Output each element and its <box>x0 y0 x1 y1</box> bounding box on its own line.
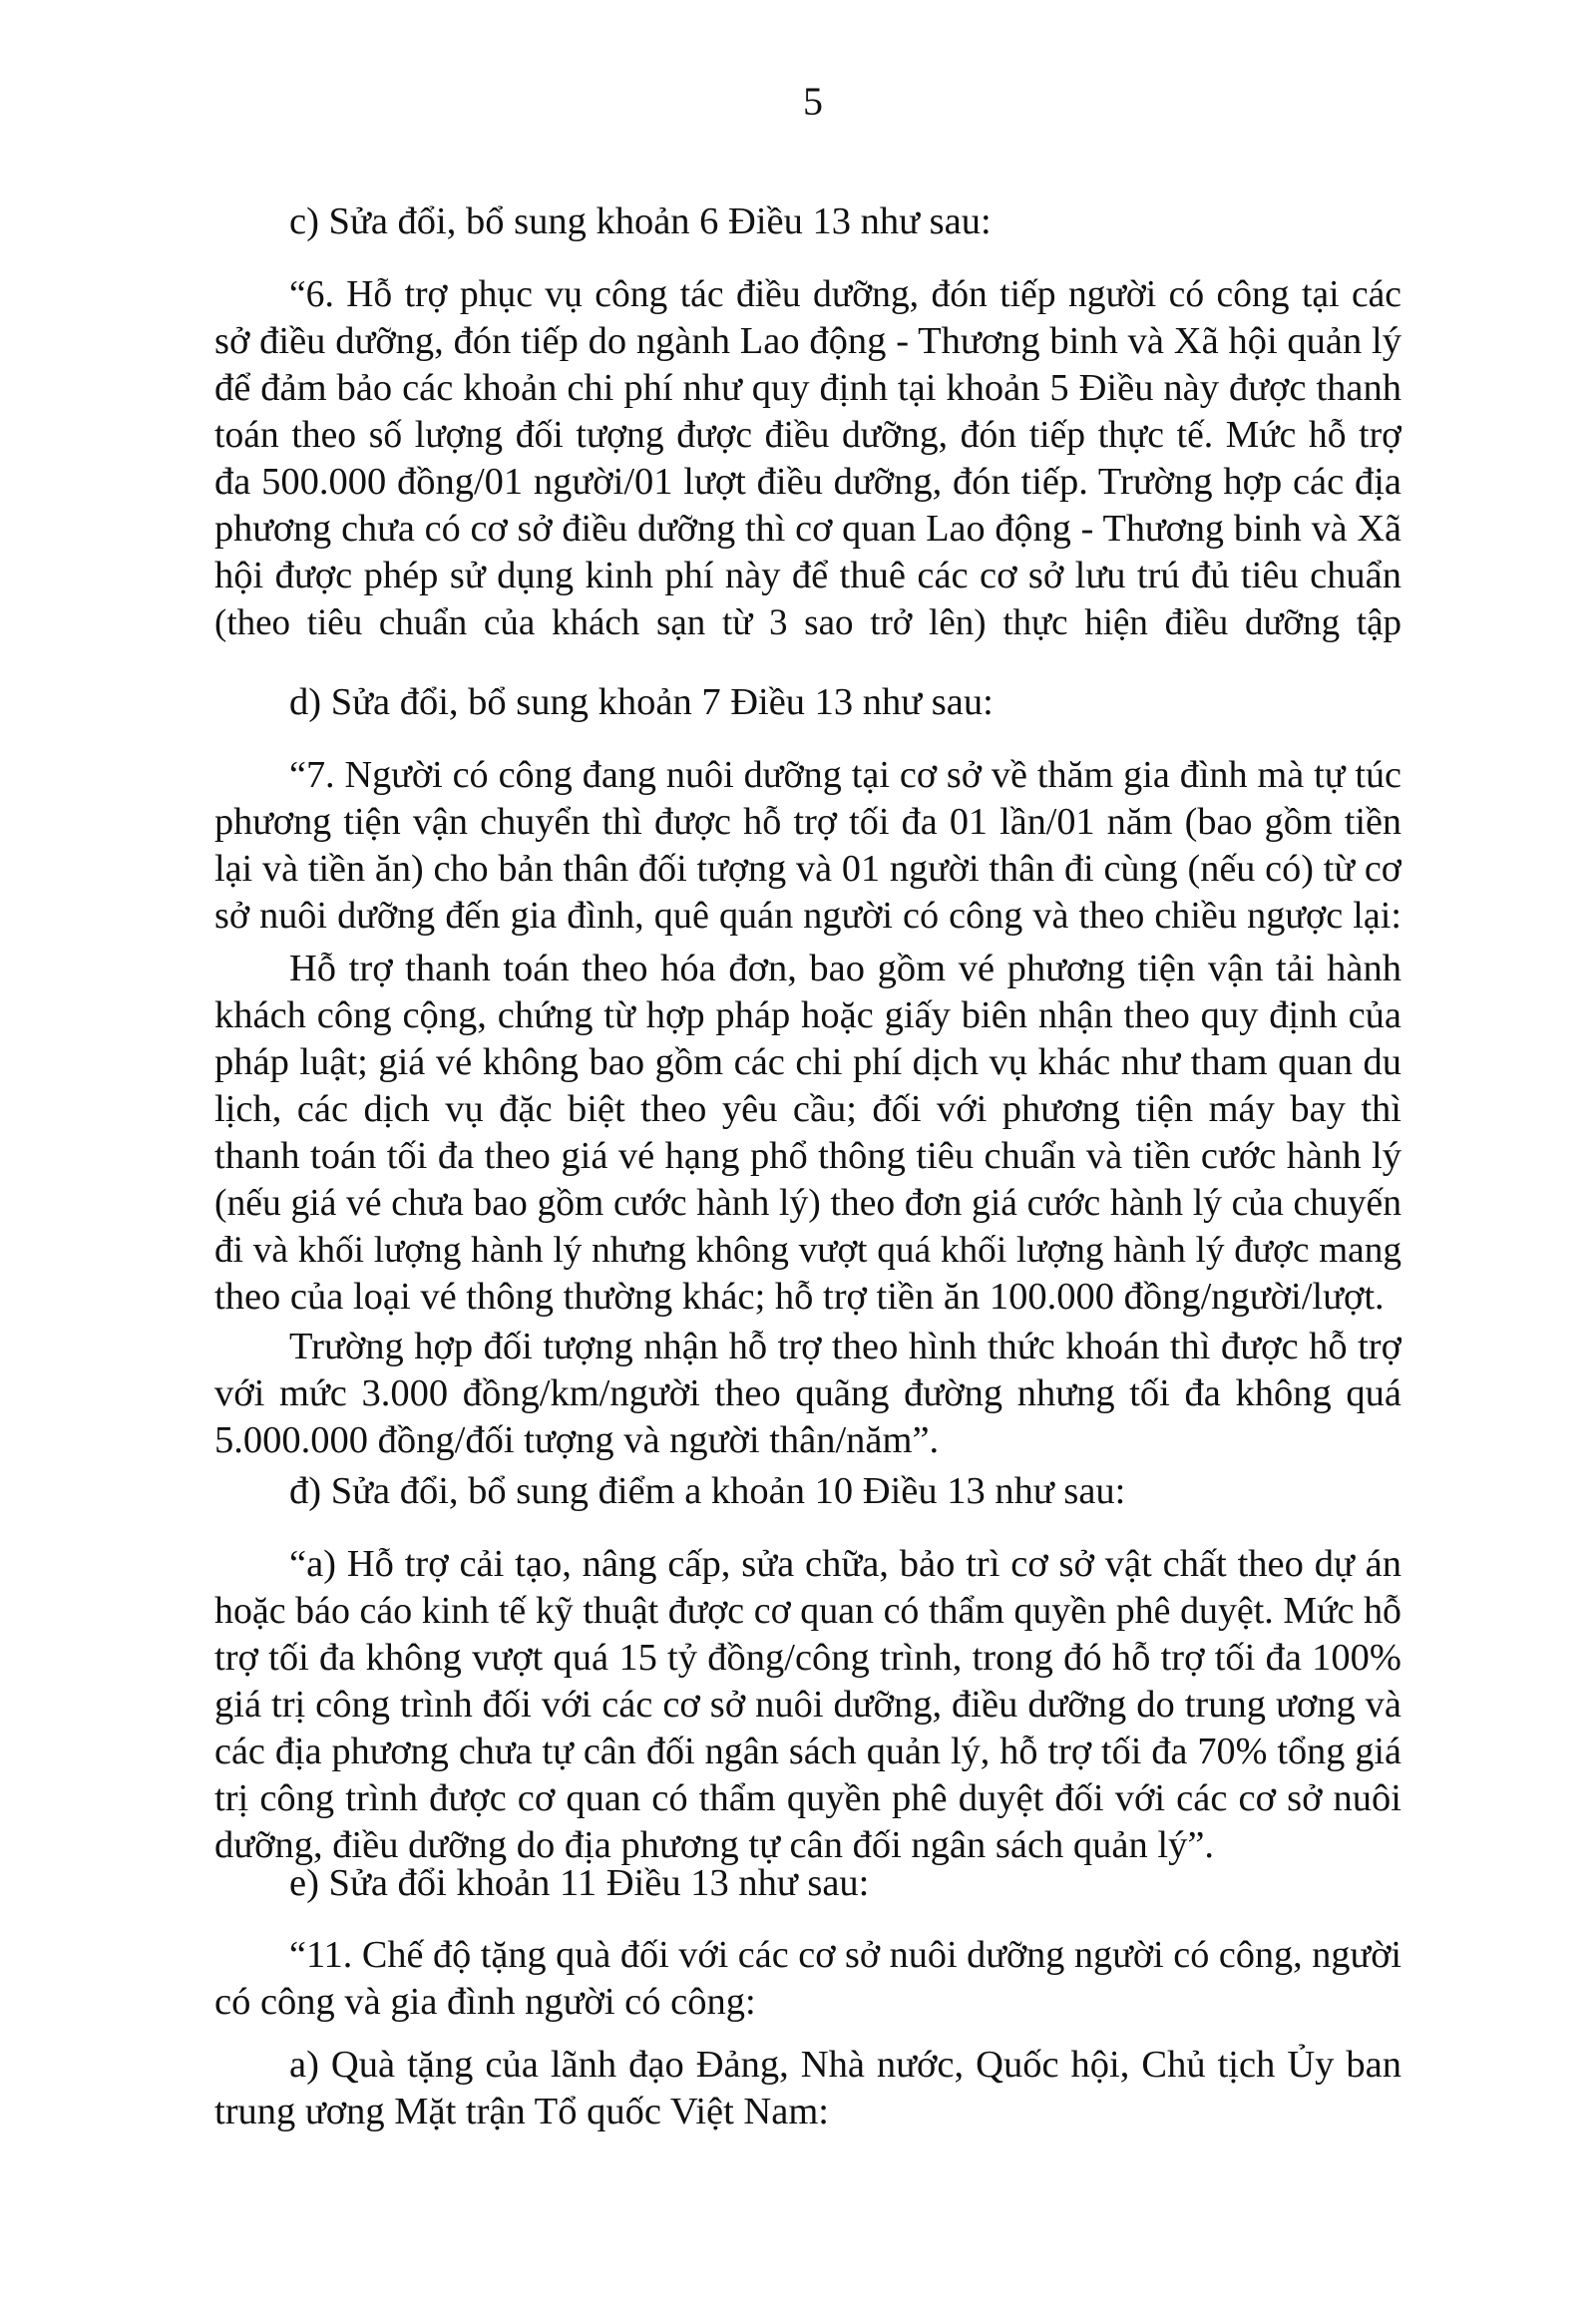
text-line: sở điều dưỡng, đón tiếp do ngành Lao động - Thương binh và Xã hội quản lý <box>214 320 1401 362</box>
text-line: “7. Người có công đang nuôi dưỡng tại cơ sở về thăm gia đình mà tự túc <box>289 754 1401 796</box>
clause-10a-text <box>214 1541 1401 1869</box>
text-line: hoặc báo cáo kinh tế kỹ thuật được cơ quan có thẩm quyền phê duyệt. Mức hỗ <box>214 1590 1401 1632</box>
text-line: “a) Hỗ trợ cải tạo, nâng cấp, sửa chữa, bảo trì cơ sở vật chất theo dự án <box>289 1543 1401 1585</box>
clause-7-payment-text <box>214 946 1401 1321</box>
amendment-heading-dd <box>214 1468 1401 1515</box>
text-line: lại và tiền ăn) cho bản thân đối tượng và 01 người thân đi cùng (nếu có) từ cơ <box>214 848 1401 890</box>
text-line: c) Sửa đổi, bổ sung khoản 6 Điều 13 như sau: <box>289 200 992 242</box>
text-line: đi và khối lượng hành lý nhưng không vượt quá khối lượng hành lý được mang <box>214 1230 1401 1271</box>
text-line: khách công cộng, chứng từ hợp pháp hoặc giấy biên nhận theo quy định của <box>214 994 1401 1036</box>
text-line: giá trị công trình đối với các cơ sở nuôi dưỡng, điều dưỡng do trung ương và <box>214 1684 1401 1726</box>
text-line: trung ương Mặt trận Tổ quốc Việt Nam: <box>214 2091 829 2132</box>
text-line: (nếu giá vé chưa bao gồm cước hành lý) theo đơn giá cước hành lý của chuyến <box>214 1183 1401 1224</box>
text-line: a) Quà tặng của lãnh đạo Đảng, Nhà nước, Quốc hội, Chủ tịch Ủy ban <box>289 2044 1401 2086</box>
text-line: Trường hợp đối tượng nhận hỗ trợ theo hình thức khoán thì được hỗ trợ <box>289 1326 1401 1367</box>
text-line: có công và gia đình người có công: <box>214 1981 756 2023</box>
text-line: đa 500.000 đồng/01 người/01 lượt điều dưỡng, đón tiếp. Trường hợp các địa <box>214 461 1401 503</box>
text-line: sở nuôi dưỡng đến gia đình, quê quán người có công và theo chiều ngược lại: <box>214 895 1401 937</box>
text-line: (theo tiêu chuẩn của khách sạn từ 3 sao trở lên) thực hiện điều dưỡng tập <box>214 602 1401 643</box>
text-line: trợ tối đa không vượt quá 15 tỷ đồng/công trình, trong đó hỗ trợ tối đa 100% <box>214 1637 1401 1679</box>
text-line: lịch, các dịch vụ đặc biệt theo yêu cầu; đối với phương tiện máy bay thì <box>214 1088 1401 1130</box>
clause-6-text <box>214 271 1401 646</box>
text-line: toán theo số lượng đối tượng được điều dưỡng, đón tiếp thực tế. Mức hỗ trợ <box>214 415 1401 456</box>
text-line: phương chưa có cơ sở điều dưỡng thì cơ quan Lao động - Thương binh và Xã <box>214 508 1401 550</box>
clause-11a-text <box>214 2042 1401 2135</box>
clause-11-text <box>214 1932 1401 2026</box>
text-line: trị công trình được cơ quan có thẩm quyền phê duyệt đối với các cơ sở nuôi <box>214 1777 1401 1819</box>
text-line: để đảm bảo các khoản chi phí như quy định tại khoản 5 Điều này được thanh <box>214 367 1401 409</box>
text-line: “11. Chế độ tặng quà đối với các cơ sở nuôi dưỡng người có công, người <box>289 1934 1401 1976</box>
text-line: thanh toán tối đa theo giá vé hạng phổ thông tiêu chuẩn và tiền cước hành lý <box>214 1135 1401 1177</box>
text-line: e) Sửa đổi khoản 11 Điều 13 như sau: <box>289 1862 870 1904</box>
text-line: pháp luật; giá vé không bao gồm các chi phí dịch vụ khác như tham quan du <box>214 1041 1401 1083</box>
clause-7-lump-sum-text <box>214 1324 1401 1464</box>
amendment-heading-d <box>214 679 1401 726</box>
text-line: theo của loại vé thông thường khác; hỗ trợ tiền ăn 100.000 đồng/người/lượt. <box>214 1276 1385 1318</box>
text-line: d) Sửa đổi, bổ sung khoản 7 Điều 13 như sau: <box>289 681 994 723</box>
text-line: phương tiện vận chuyển thì được hỗ trợ tối đa 01 lần/01 năm (bao gồm tiền <box>214 801 1401 843</box>
text-line: với mức 3.000 đồng/km/người theo quãng đường nhưng tối đa không quá <box>214 1372 1401 1414</box>
text-line: đ) Sửa đổi, bổ sung điểm a khoản 10 Điều 13 như sau: <box>289 1470 1126 1512</box>
text-line: hội được phép sử dụng kinh phí này để thuê các cơ sở lưu trú đủ tiêu chuẩn <box>214 555 1401 596</box>
text-line: “6. Hỗ trợ phục vụ công tác điều dưỡng, đón tiếp người có công tại các <box>289 274 1401 315</box>
amendment-heading-e <box>214 1860 1401 1907</box>
text-line: 5.000.000 đồng/đối tượng và người thân/năm”. <box>214 1419 940 1461</box>
text-line: các địa phương chưa tự cân đối ngân sách quản lý, hỗ trợ tối đa 70% tổng giá <box>214 1731 1401 1772</box>
amendment-heading-c <box>214 198 1401 245</box>
page-number: 5 <box>803 79 823 124</box>
text-line: dưỡng, điều dưỡng do địa phương tự cân đối ngân sách quản lý”. <box>214 1824 1215 1866</box>
text-line: Hỗ trợ thanh toán theo hóa đơn, bao gồm vé phương tiện vận tải hành <box>289 948 1401 989</box>
clause-7-text <box>214 752 1401 940</box>
